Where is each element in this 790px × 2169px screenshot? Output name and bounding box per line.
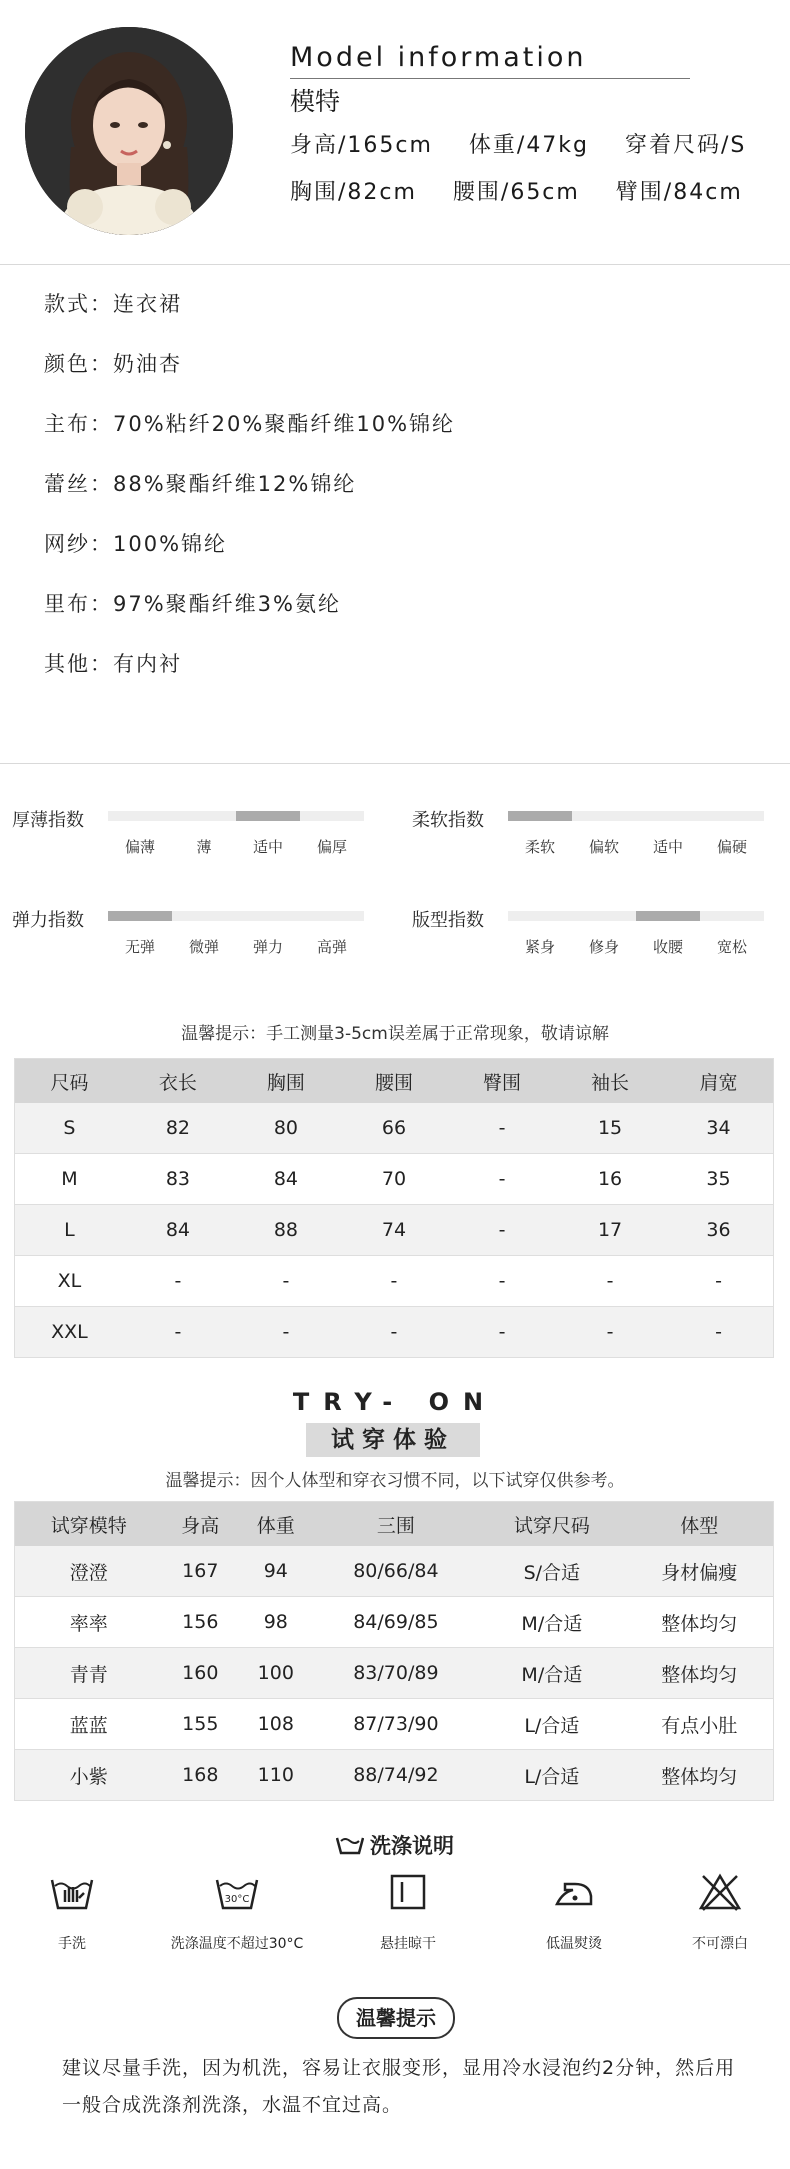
column-header: 尺码 — [15, 1059, 124, 1104]
table-cell: L/合适 — [478, 1750, 625, 1801]
table-row — [15, 1699, 774, 1750]
index-label: 版型指数 — [412, 910, 484, 931]
column-header: 三围 — [314, 1502, 479, 1547]
table-cell: 84/69/85 — [314, 1597, 479, 1648]
table-cell: 17 — [556, 1205, 664, 1256]
attr-mesh: 网纱：100%锦纶 — [44, 532, 228, 556]
index-selected-marker — [236, 811, 300, 821]
table-cell: 155 — [163, 1699, 238, 1750]
table-cell: 34 — [664, 1103, 773, 1154]
index-track — [508, 811, 764, 821]
index-option: 修身 — [588, 938, 619, 956]
table-cell: 74 — [340, 1205, 448, 1256]
index-option: 收腰 — [652, 938, 683, 956]
table-row — [15, 1205, 774, 1256]
size-table — [14, 1058, 774, 1358]
table-cell: 率率 — [15, 1597, 163, 1648]
wash-title-text: 洗涤说明 — [370, 1834, 454, 1858]
table-cell: - — [448, 1103, 556, 1154]
column-header: 腰围 — [340, 1059, 448, 1104]
model-avatar — [25, 27, 233, 235]
table-cell: 82 — [124, 1103, 232, 1154]
table-cell: 16 — [556, 1154, 664, 1205]
table-cell: XXL — [15, 1307, 124, 1358]
table-cell: - — [124, 1256, 232, 1307]
table-cell: 156 — [163, 1597, 238, 1648]
attr-color: 颜色：奶油杏 — [44, 352, 182, 376]
column-header: 衣长 — [124, 1059, 232, 1104]
table-cell: M/合适 — [478, 1648, 625, 1699]
table-cell: 84 — [232, 1154, 340, 1205]
tips-title: 温馨提示 — [337, 1997, 455, 2039]
table-cell: 66 — [340, 1103, 448, 1154]
table-cell: 小紫 — [15, 1750, 163, 1801]
table-cell: 83 — [124, 1154, 232, 1205]
table-cell: 身材偏瘦 — [625, 1546, 773, 1597]
attr-lace: 蕾丝：88%聚酯纤维12%锦纶 — [44, 472, 357, 496]
table-cell: 94 — [238, 1546, 313, 1597]
table-cell: 160 — [163, 1648, 238, 1699]
table-cell: 蓝蓝 — [15, 1699, 163, 1750]
index-option: 偏厚 — [316, 838, 347, 856]
table-cell: 有点小肚 — [625, 1699, 773, 1750]
table-cell: 36 — [664, 1205, 773, 1256]
column-header: 身高 — [163, 1502, 238, 1547]
divider — [0, 763, 790, 764]
table-cell: - — [556, 1307, 664, 1358]
index-label: 柔软指数 — [412, 810, 484, 831]
table-cell: 100 — [238, 1648, 313, 1699]
table-cell: 整体均匀 — [625, 1597, 773, 1648]
index-selected-marker — [636, 911, 700, 921]
table-cell: L/合适 — [478, 1699, 625, 1750]
index-label: 厚薄指数 — [12, 810, 84, 831]
table-row — [15, 1750, 774, 1801]
washing-basin-icon — [336, 1835, 364, 1855]
index-option: 微弹 — [188, 938, 219, 956]
table-row — [15, 1546, 774, 1597]
attr-other: 其他：有内衬 — [44, 652, 182, 676]
table-cell: 83/70/89 — [314, 1648, 479, 1699]
model-stats-row-2: 胸围/82cm 腰围/65cm 臂围/84cm — [290, 180, 743, 205]
tryon-table — [14, 1501, 774, 1801]
index-option: 偏软 — [588, 838, 619, 856]
table-cell: - — [232, 1256, 340, 1307]
index-option: 宽松 — [716, 938, 747, 956]
table-cell: 80 — [232, 1103, 340, 1154]
table-cell: 98 — [238, 1597, 313, 1648]
table-cell: 84 — [124, 1205, 232, 1256]
table-cell: 35 — [664, 1154, 773, 1205]
table-cell: - — [232, 1307, 340, 1358]
index-track — [508, 911, 764, 921]
table-row — [15, 1307, 774, 1358]
table-cell: 168 — [163, 1750, 238, 1801]
model-info-title: Model information — [290, 42, 587, 73]
no-bleach-label: 不可漂白 — [692, 1936, 748, 1952]
attr-style: 款式：连衣裙 — [44, 292, 182, 316]
tryon-tip: 温馨提示：因个人体型和穿衣习惯不同，以下试穿仅供参考。 — [165, 1471, 625, 1491]
table-cell: S — [15, 1103, 124, 1154]
table-cell: - — [340, 1307, 448, 1358]
attr-lining: 里布：97%聚酯纤维3%氨纶 — [44, 592, 341, 616]
column-header: 体重 — [238, 1502, 313, 1547]
table-cell: M/合适 — [478, 1597, 625, 1648]
table-cell: - — [664, 1256, 773, 1307]
table-cell: L — [15, 1205, 124, 1256]
table-cell: - — [448, 1256, 556, 1307]
low-iron-icon — [519, 1872, 629, 1916]
index-option: 偏硬 — [716, 838, 747, 856]
table-cell: 70 — [340, 1154, 448, 1205]
model-info-subtitle: 模特 — [290, 87, 341, 116]
column-header: 臀围 — [448, 1059, 556, 1104]
table-cell: 87/73/90 — [314, 1699, 479, 1750]
table-cell: 108 — [238, 1699, 313, 1750]
index-option: 薄 — [196, 838, 212, 856]
no-bleach-icon — [665, 1872, 775, 1916]
hand-wash-icon — [17, 1872, 127, 1916]
index-option: 偏薄 — [124, 838, 155, 856]
column-header: 肩宽 — [664, 1059, 773, 1104]
index-option: 弹力 — [252, 938, 283, 956]
table-cell: 15 — [556, 1103, 664, 1154]
wash-30-icon — [182, 1872, 292, 1916]
table-cell: 88/74/92 — [314, 1750, 479, 1801]
column-header: 试穿尺码 — [478, 1502, 625, 1547]
column-header: 袖长 — [556, 1059, 664, 1104]
tips-text: 建议尽量手洗，因为机洗，容易让衣服变形，显用冷水浸泡约2分钟，然后用一般合成洗涤剂洗涤，水温不宜过高。 — [62, 2057, 736, 2116]
divider — [290, 78, 690, 79]
model-photo — [25, 27, 233, 235]
hand-wash-label: 手洗 — [58, 1936, 86, 1952]
table-cell: - — [664, 1307, 773, 1358]
index-option: 紧身 — [524, 938, 555, 956]
low-iron-label: 低温熨烫 — [546, 1936, 602, 1952]
table-row — [15, 1154, 774, 1205]
hang-dry-icon — [353, 1872, 463, 1916]
table-cell: - — [556, 1256, 664, 1307]
index-option: 高弹 — [316, 938, 347, 956]
index-label: 弹力指数 — [12, 910, 84, 931]
table-cell: 110 — [238, 1750, 313, 1801]
index-option: 适中 — [252, 838, 283, 856]
table-row — [15, 1648, 774, 1699]
index-track — [108, 911, 364, 921]
index-option: 柔软 — [524, 838, 555, 856]
table-row — [15, 1597, 774, 1648]
table-cell: 青青 — [15, 1648, 163, 1699]
table-row — [15, 1103, 774, 1154]
model-stats-row-1: 身高/165cm 体重/47kg 穿着尺码/S — [290, 133, 747, 158]
wash-temp-label: 洗涤温度不超过30°C — [170, 1936, 304, 1952]
column-header: 体型 — [625, 1502, 773, 1547]
table-row — [15, 1256, 774, 1307]
hang-dry-label: 悬挂晾干 — [380, 1936, 436, 1952]
attr-main-fabric: 主布：70%粘纤20%聚酯纤维10%锦纶 — [44, 412, 456, 436]
index-track — [108, 811, 364, 821]
table-cell: - — [448, 1307, 556, 1358]
index-selected-marker — [108, 911, 172, 921]
table-cell: S/合适 — [478, 1546, 625, 1597]
index-option: 无弹 — [124, 938, 155, 956]
column-header: 试穿模特 — [15, 1502, 163, 1547]
divider — [0, 264, 790, 265]
table-cell: - — [340, 1256, 448, 1307]
table-cell: M — [15, 1154, 124, 1205]
tryon-title-cn: 试穿体验 — [306, 1423, 480, 1457]
table-cell: 88 — [232, 1205, 340, 1256]
table-cell: 80/66/84 — [314, 1546, 479, 1597]
table-cell: 167 — [163, 1546, 238, 1597]
column-header: 胸围 — [232, 1059, 340, 1104]
table-cell: XL — [15, 1256, 124, 1307]
index-selected-marker — [508, 811, 572, 821]
table-cell: 整体均匀 — [625, 1750, 773, 1801]
table-cell: - — [448, 1154, 556, 1205]
table-cell: 整体均匀 — [625, 1648, 773, 1699]
index-option: 适中 — [652, 838, 683, 856]
tryon-title-en: TRY- ON — [292, 1388, 498, 1416]
wash-title — [0, 1830, 790, 1860]
table-cell: - — [124, 1307, 232, 1358]
size-table-tip: 温馨提示：手工测量3-5cm误差属于正常现象，敬请谅解 — [181, 1024, 609, 1044]
svg-text:30°C: 30°C — [224, 1894, 250, 1905]
table-cell: 澄澄 — [15, 1546, 163, 1597]
table-cell: - — [448, 1205, 556, 1256]
